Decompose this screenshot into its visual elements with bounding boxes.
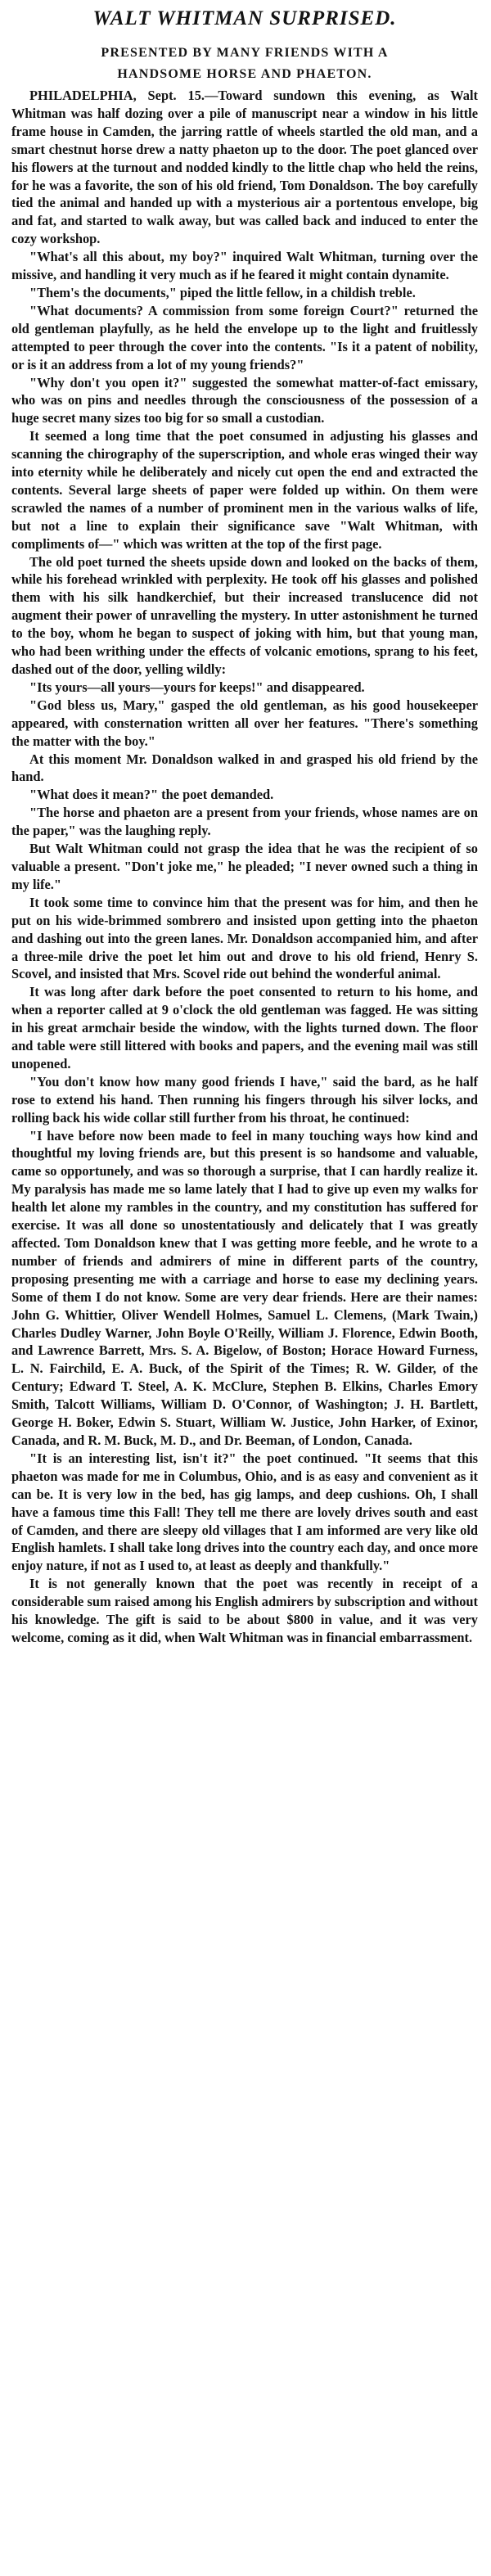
article-paragraph: "What does it mean?" the poet demanded. xyxy=(29,787,274,803)
subhead-line-2: HANDSOME HORSE AND PHAETON. xyxy=(117,67,372,81)
article-paragraph: "You don't know how many good friends I have," said the bard, as he half rose to extend his hand. Then running his fingers through his silver locks, and rolling back his wide collar still further from his throat, he continued: xyxy=(11,1073,478,1126)
article-paragraph: "Why don't you open it?" suggested the somewhat matter-of-fact emissary, who was on pins and needles through the consciousness of the possession of a huge secret many sizes too big for so small a custodian. xyxy=(11,374,478,426)
article-paragraph: It was long after dark before the poet consented to return to his home, and when a reporter called at 9 o'clock the old gentleman was fagged. He was sitting in his great armchair beside the window, with the lights turned down. The floor and table were still littered with books and papers, and the evening mail was still unopened. xyxy=(11,984,478,1071)
headline: WALT WHITMAN SURPRISED. xyxy=(92,7,397,29)
article-paragraph: But Walt Whitman could not grasp the idea that he was the recipient of so valuable a present. "Don't joke me," he pleaded; "I never owned such a thing in my life." xyxy=(11,841,478,892)
article-paragraph xyxy=(11,87,478,248)
article-paragraph: The old poet turned the sheets upside down and looked on the backs of them, while his forehead wrinkled with perplexity. He took off his glasses and polished them with his silk handkerchief, but their increased translucence did not augment their power of unravelling the mystery. In utter astonishment he turned to the boy, whom he began to suspect of joking with him, but that young man, who had been writhing under the effects of volcanic emotions, sprang to his feet, dashed out of the door, yelling wildly: xyxy=(11,553,478,677)
article-paragraph: "What's all this about, my boy?" inquired Walt Whitman, turning over the missive, and handling it very much as if he feared it might contain dynamite. xyxy=(11,249,478,283)
article-body xyxy=(11,87,478,1647)
article-paragraph: At this moment Mr. Donaldson walked in and grasped his old friend by the hand. xyxy=(11,751,478,785)
article-paragraph: "It is an interesting list, isn't it?" the poet continued. "It seems that this phaeton was made for me in Columbus, Ohio, and is as easy and convenient as it can be. It is very low in the bed, has gig lamps, and deep cushions. Oh, I shall have a famous time this Fall! They tell me there are lovely drives south and east of Camden, and there are sleepy old villages that I am informed are very like old English hamlets. I shall take long drives into the country each day, and once more enjoy nature, if not as I used to, at least as deeply and thankfully." xyxy=(11,1450,478,1574)
dateline: PHILADELPHIA, Sept. 15. xyxy=(29,88,205,103)
article-paragraph: "What documents? A commission from some foreign Court?" returned the old gentleman playfully, as he held the envelope up to the light and fruitlessly attempted to peer through the cover into the contents. "Is it a patent of nobility, or is it an address from a lot of my young friends?" xyxy=(11,302,478,372)
article-paragraph: It seemed a long time that the poet consumed in adjusting his glasses and scanning the chirography of the superscription, and whole eras winged their way into eternity while he deliberately and nicely cut open the end and extracted the contents. Several large sheets of paper were folded up within. On them were scrawled the names of a number of prominent men in the various walks of life, but not a line to explain their significance save "Walt Whitman, with compliments of—" which was written at the top of the first page. xyxy=(11,428,478,552)
article-paragraph: "Them's the documents," piped the little fellow, in a childish treble. xyxy=(29,284,416,300)
article-paragraph: "Its yours—all yours—yours for keeps!" and disappeared. xyxy=(29,679,365,695)
article-paragraph: "I have before now been made to feel in many touching ways how kind and thoughtful my loving friends are, but this present is so handsome and valuable, came so opportunely, and was so thorough a surprise, that I can hardly realize it. My paralysis has made me so lame lately that I had to give up even my walks for health let alone my rambles in the country, and my constitution has suffered for exercise. It was all done so unostentatiously and delicately that I was greatly affected. Tom Donaldson knew that I was getting more feeble, and he wrote to a number of friends and admirers of mine in different parts of the country, proposing presenting me with a carriage and horse to ease my declining years. Some of them I do not know. Some are very dear friends. Here are their names: John G. Whittier, Oliver Wendell Holmes, Samuel L. Clemens, (Mark Twain,) Charles Dudley Warner, John Boyle O'Reilly, William J. Florence, Edwin Booth, and Lawrence Barrett, Mrs. S. A. Bigelow, of Boston; Horace Howard Furness, L. N. Fairchild, E. A. Buck, of the Spirit of the Times; R. W. Gilder, of the Century; Edward T. Steel, A. K. McClure, Stephen B. Elkins, Charles Emory Smith, Talcott Williams, William D. O'Connor, of Washington; J. H. Bartlett, George H. Boker, Edwin S. Stuart, William W. Justice, John Harker, of Exinor, Canada, and R. M. Buck, M. D., and Dr. Beeman, of London, Canada. xyxy=(11,1127,478,1448)
paragraph-text: —Toward sundown this evening, as Walt Whitman was half dozing over a pile of manuscript near a window in his little frame house in Camden, the jarring rattle of wheels startled the old man, and a smart chestnut horse drew a natty phaeton up to the door. The poet glanced over his flowers at the turnout and nodded kindly to the little chap who held the reins, for he was a favorite, the son of his old friend, Tom Donaldson. The boy carefully tied the animal and handed up with a mysterious air a portentous envelope, big and fat, and started to walk away, but was called back and induced to enter the cozy workshop. xyxy=(11,88,478,247)
article-paragraph: It is not generally known that the poet was recently in receipt of a considerable sum raised among his English admirers by subscription and without his knowledge. The gift is said to be about $800 in value, and it was very welcome, coming as it did, when Walt Whitman was in financial embarrassment. xyxy=(11,1576,478,1645)
article-paragraph: "God bless us, Mary," gasped the old gentleman, as his good housekeeper appeared, with consternation written all over her features. "There's something the matter with the boy." xyxy=(11,697,478,749)
article-paragraph: "The horse and phaeton are a present from your friends, whose names are on the paper," was the laughing reply. xyxy=(11,805,478,839)
subhead-line-1: PRESENTED BY MANY FRIENDS WITH A xyxy=(101,46,389,60)
article-paragraph: It took some time to convince him that the present was for him, and then he put on his wide-brimmed sombrero and insisted upon getting into the phaeton and dashing out into the green lanes. Mr. Donaldson accompanied him, and after a three-mile drive the poet let him out and drove to his old friend, Henry S. Scovel, and insisted that Mrs. Scovel ride out behind the wonderful animal. xyxy=(11,894,478,982)
